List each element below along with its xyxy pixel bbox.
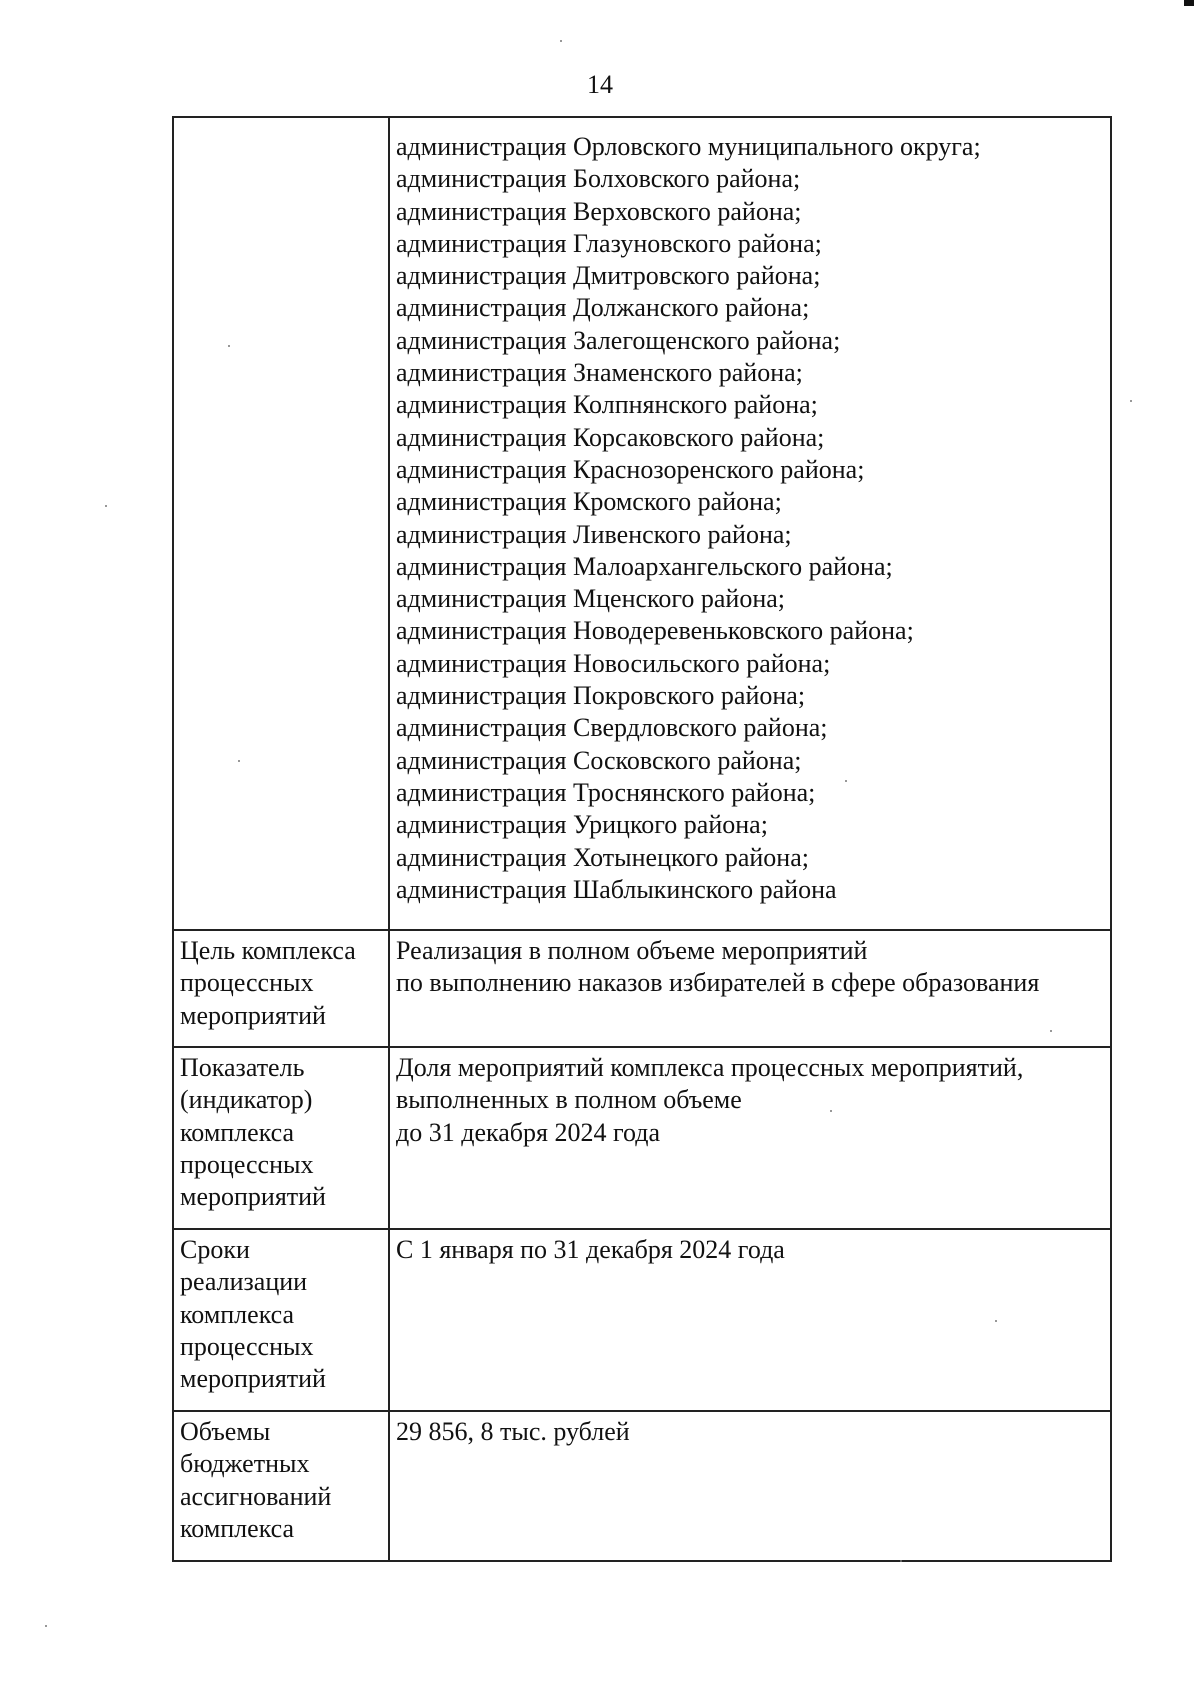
executor-item: администрация Должанского района; bbox=[396, 293, 810, 323]
label-cell bbox=[173, 117, 389, 930]
row-label-line: мероприятий bbox=[180, 1000, 326, 1030]
scan-speck bbox=[995, 1320, 997, 1322]
table-row-indicator bbox=[173, 1047, 1111, 1229]
row-label-line: (индикатор) bbox=[180, 1085, 313, 1115]
scan-speck bbox=[845, 780, 847, 782]
scan-speck bbox=[900, 1560, 902, 1562]
table-row-timeline bbox=[173, 1229, 1111, 1411]
label-cell bbox=[173, 1047, 389, 1229]
table-row-budget bbox=[173, 1411, 1111, 1561]
value-cell bbox=[389, 1411, 1111, 1561]
row-label-line: комплекса bbox=[180, 1513, 295, 1543]
executor-item: администрация Свердловского района; bbox=[396, 713, 828, 743]
row-label-line: бюджетных bbox=[180, 1449, 310, 1479]
row-label-line: Показатель bbox=[180, 1053, 305, 1082]
row-label-line: процессных bbox=[180, 1331, 314, 1361]
executor-item: администрация Орловского муниципального округа; bbox=[396, 132, 981, 161]
passport-table bbox=[172, 116, 1112, 1562]
scan-speck bbox=[1130, 400, 1132, 402]
row-label-line: Объемы bbox=[180, 1417, 271, 1446]
page-number: 14 bbox=[587, 70, 613, 99]
value-cell bbox=[389, 1229, 1111, 1411]
executor-item: администрация Залегощенского района; bbox=[396, 325, 841, 355]
row-label-line: процессных bbox=[180, 1149, 314, 1179]
row-value-line: 29 856, 8 тыс. рублей bbox=[396, 1417, 630, 1446]
row-label-line: реализации bbox=[180, 1267, 308, 1297]
row-value-line: Доля мероприятий комплекса процессных мероприятий, bbox=[396, 1053, 1024, 1082]
executor-item: администрация Новосильского района; bbox=[396, 648, 831, 678]
executor-item: администрация Верховского района; bbox=[396, 196, 802, 226]
executor-item: администрация Краснозоренского района; bbox=[396, 454, 865, 484]
scan-speck bbox=[560, 40, 562, 42]
executor-item: администрация Покровского района; bbox=[396, 681, 806, 711]
row-label-line: Сроки bbox=[180, 1235, 250, 1264]
label-cell bbox=[173, 930, 389, 1047]
executor-item: администрация Мценского района; bbox=[396, 584, 785, 614]
executor-item: администрация Новодеревеньковского района; bbox=[396, 616, 914, 646]
executor-item: администрация Хотынецкого района; bbox=[396, 842, 809, 872]
executor-item: администрация Знаменского района; bbox=[396, 358, 803, 388]
row-label-line: комплекса bbox=[180, 1117, 295, 1147]
row-value-line: выполненных в полном объеме bbox=[396, 1085, 742, 1115]
executor-item: администрация Урицкого района; bbox=[396, 810, 768, 840]
row-label-line: Цель комплекса bbox=[180, 936, 356, 965]
scan-speck bbox=[45, 1625, 47, 1627]
row-value-line: по выполнению наказов избирателей в сфере образования bbox=[396, 968, 1040, 998]
executor-item: администрация Ливенского района; bbox=[396, 519, 792, 549]
scan-speck bbox=[105, 505, 107, 507]
executor-item: администрация Кромского района; bbox=[396, 487, 782, 517]
executor-item: администрация Глазуновского района; bbox=[396, 228, 822, 258]
value-cell bbox=[389, 930, 1111, 1047]
table-row-goal bbox=[173, 930, 1111, 1047]
table-row-executors bbox=[173, 117, 1111, 930]
scan-speck bbox=[228, 345, 230, 347]
executor-item: администрация Болховского района; bbox=[396, 164, 801, 194]
scan-speck bbox=[238, 760, 240, 762]
row-value-line: до 31 декабря 2024 года bbox=[396, 1117, 660, 1147]
scan-corner-mark bbox=[1184, 0, 1194, 6]
executor-item: администрация Корсаковского района; bbox=[396, 422, 825, 452]
executor-item: администрация Сосковского района; bbox=[396, 745, 802, 775]
executor-item: администрация Колпнянского района; bbox=[396, 390, 818, 420]
row-label-line: мероприятий bbox=[180, 1364, 326, 1394]
row-value-line: С 1 января по 31 декабря 2024 года bbox=[396, 1235, 785, 1264]
executor-item: администрация Троснянского района; bbox=[396, 777, 816, 807]
value-cell bbox=[389, 117, 1111, 930]
executor-item: администрация Шаблыкинского района bbox=[396, 874, 837, 904]
row-value-line: Реализация в полном объеме мероприятий bbox=[396, 936, 868, 965]
row-label-line: процессных bbox=[180, 968, 314, 998]
scan-speck bbox=[830, 1110, 832, 1112]
value-cell bbox=[389, 1047, 1111, 1229]
label-cell bbox=[173, 1229, 389, 1411]
executor-item: администрация Дмитровского района; bbox=[396, 261, 821, 291]
row-label-line: комплекса bbox=[180, 1299, 295, 1329]
executor-item: администрация Малоархангельского района; bbox=[396, 551, 893, 581]
label-cell bbox=[173, 1411, 389, 1561]
row-label-line: ассигнований bbox=[180, 1481, 332, 1511]
scan-speck bbox=[1050, 1030, 1052, 1032]
row-label-line: мероприятий bbox=[180, 1182, 326, 1212]
